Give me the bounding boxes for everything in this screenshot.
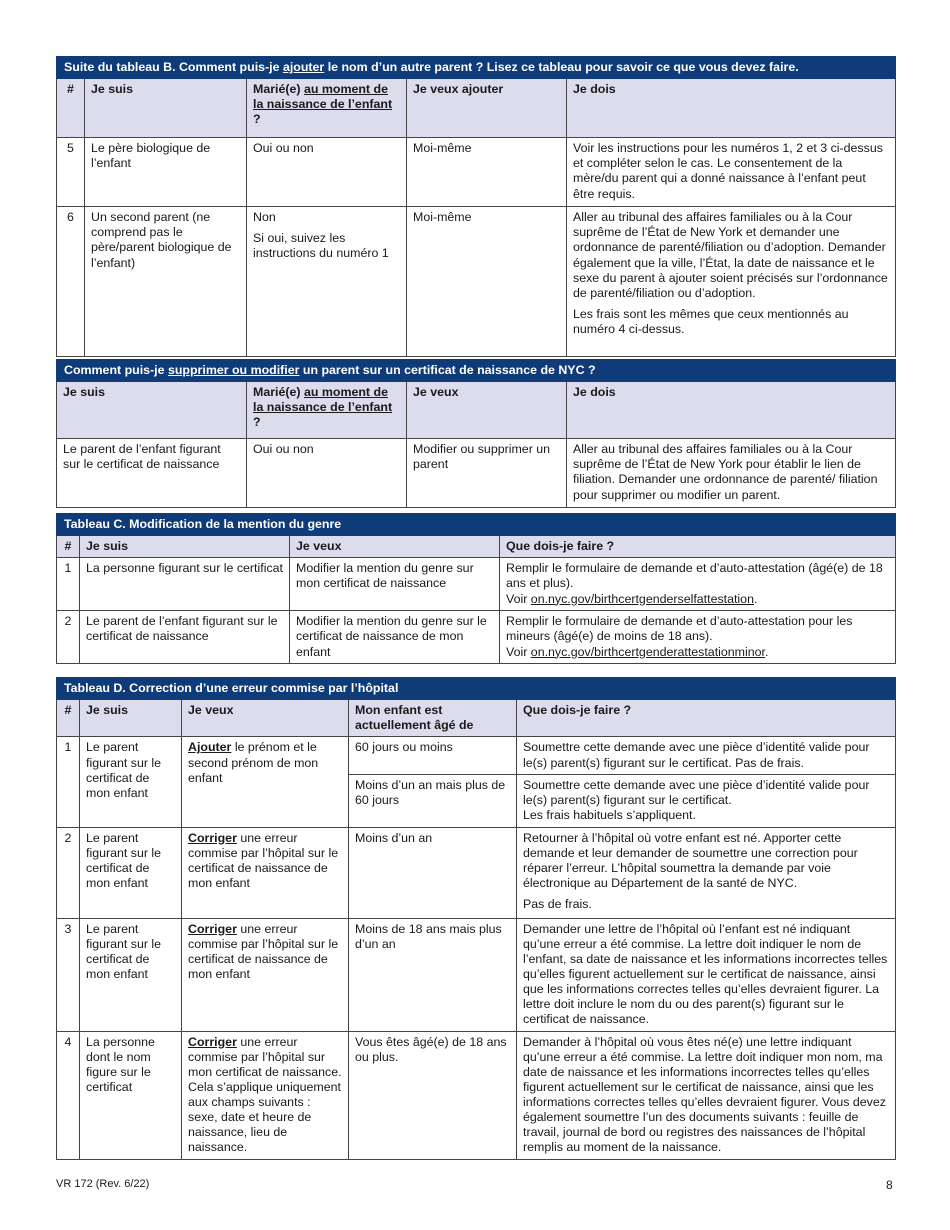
cell-que-faire-fees: Pas de frais. xyxy=(523,897,592,912)
cell-que-faire xyxy=(500,611,896,664)
cell-je-dois-text: Aller au tribunal des affaires familiales ou à la Cour suprême de l’État de New York et demander une ordonnance de parenté/filiation ou d’adoption. Demander également que la ville, l’État, la date de naissance et le sexe du parent à ajouter soient précisés sur l’ordonnance de parenté/filiation ou d’adoption. xyxy=(573,210,888,300)
cell-age: Moins d’un an xyxy=(349,827,517,918)
column-header-je-veux: Je veux xyxy=(407,382,567,439)
column-header-je-suis: Je suis xyxy=(57,382,247,439)
cell-que-faire-fees: Les frais habituels s’appliquent. xyxy=(523,807,696,822)
table-header-row xyxy=(57,79,896,138)
row-number: 1 xyxy=(57,737,80,827)
column-header-age: Mon enfant est actuellement âgé de xyxy=(349,700,517,737)
cell-je-suis: La personne figurant sur le certificat xyxy=(80,558,290,611)
table-row xyxy=(57,611,896,664)
table-header-row xyxy=(57,382,896,439)
cell-que-faire-text: Remplir le formulaire de demande et d’auto-attestation (âgé(e) de 18 ans et plus). xyxy=(506,561,883,591)
remove-modify-title: Comment puis-je supprimer ou modifier un parent sur un certificat de naissance de NYC ? xyxy=(57,360,896,382)
form-number: VR 172 (Rev. 6/22) xyxy=(56,1178,150,1190)
cell-age: Vous êtes âgé(e) de 18 ans ou plus. xyxy=(349,1031,517,1159)
cell-link-line: Voir on.nyc.gov/birthcertgenderattestationminor. xyxy=(506,644,769,659)
row-number: 2 xyxy=(57,611,80,664)
cell-je-veux: Modifier la mention du genre sur mon certificat de naissance xyxy=(290,558,500,611)
table-row xyxy=(57,737,896,774)
cell-je-veux: Corriger une erreur commise par l’hôpital sur le certificat de naissance de mon enfant xyxy=(182,918,349,1031)
table-b-title: Suite du tableau B. Comment puis-je ajouter le nom d’un autre parent ? Lisez ce tableau pour savoir ce que vous devez faire. xyxy=(57,57,896,79)
cell-je-dois: Aller au tribunal des affaires familiales ou à la Cour suprême de l’État de New York pour établir le lien de filiation. Demander une ordonnance de parenté/ filiation pour supprimer ou modifier un parent. xyxy=(567,439,896,508)
column-header-je-dois: Je dois xyxy=(567,79,896,138)
table-row xyxy=(57,207,896,357)
column-header-marie: Marié(e) au moment de la naissance de l’enfant ? xyxy=(247,382,407,439)
cell-je-dois: Voir les instructions pour les numéros 1, 2 et 3 ci-dessus et compléter selon le cas. Le consentement de la mère/du parent qui a donné naissance à l’enfant peut être requis. xyxy=(567,138,896,207)
cell-que-faire xyxy=(517,774,896,827)
cell-je-suis: Le père biologique de l’enfant xyxy=(85,138,247,207)
cell-marie-text: Non xyxy=(253,210,276,225)
table-c-gender xyxy=(56,513,896,664)
cell-marie xyxy=(247,207,407,357)
table-header-row xyxy=(57,536,896,558)
table-row xyxy=(57,918,896,1031)
cell-je-suis: Le parent de l’enfant figurant sur le certificat de naissance xyxy=(57,439,247,508)
column-header-je-dois: Je dois xyxy=(567,382,896,439)
table-remove-modify-parent xyxy=(56,359,896,508)
table-d-hospital-error xyxy=(56,677,896,1160)
row-number: 2 xyxy=(57,827,80,918)
cell-je-veux: Ajouter le prénom et le second prénom de mon enfant xyxy=(182,737,349,827)
cell-je-dois xyxy=(567,207,896,357)
column-header-number: # xyxy=(57,79,85,138)
column-header-je-veux: Je veux xyxy=(290,536,500,558)
cell-je-suis: Le parent figurant sur le certificat de mon enfant xyxy=(80,827,182,918)
row-number: 6 xyxy=(57,207,85,357)
cell-je-dois-fees: Les frais sont les mêmes que ceux mentionnés au numéro 4 ci-dessus. xyxy=(573,306,849,336)
self-attestation-link[interactable]: on.nyc.gov/birthcertgenderselfattestation xyxy=(530,591,754,606)
cell-je-suis: Le parent figurant sur le certificat de mon enfant xyxy=(80,918,182,1031)
cell-je-veux-ajouter: Moi-même xyxy=(407,138,567,207)
cell-que-faire xyxy=(500,558,896,611)
column-header-number: # xyxy=(57,700,80,737)
cell-que-faire: Demander à l’hôpital où vous êtes né(e) une lettre indiquant qu’une erreur a été commise. La lettre doit indiquer mon nom, ma date de naissance et les informations incorrectes telles qu’elles figurent actuellement sur le certificat de naissance, ainsi que les informations correctes telles qu’elles devraient figurer. Vous devez également soumettre l’un des documents suivants : feuille de travail, journal de bord ou registres des naissances de l’hôpital remplis au moment de la naissance. xyxy=(517,1031,896,1159)
cell-je-suis: Un second parent (ne comprend pas le père/parent biologique de l’enfant) xyxy=(85,207,247,357)
cell-je-veux-ajouter: Moi-même xyxy=(407,207,567,357)
column-header-marie: Marié(e) au moment de la naissance de l’enfant ? xyxy=(247,79,407,138)
row-number: 1 xyxy=(57,558,80,611)
cell-marie: Oui ou non xyxy=(247,138,407,207)
row-number: 4 xyxy=(57,1031,80,1159)
cell-que-faire: Soumettre cette demande avec une pièce d’identité valide pour le(s) parent(s) figurant sur le certificat. Pas de frais. xyxy=(517,737,896,774)
column-header-que-faire: Que dois-je faire ? xyxy=(500,536,896,558)
column-header-que-faire: Que dois-je faire ? xyxy=(517,700,896,737)
table-row xyxy=(57,439,896,508)
table-b-continued xyxy=(56,56,896,357)
column-header-je-veux: Je veux xyxy=(182,700,349,737)
cell-je-veux: Modifier la mention du genre sur le certificat de naissance de mon enfant xyxy=(290,611,500,664)
cell-que-faire-text: Remplir le formulaire de demande et d’auto-attestation pour les mineurs (âgé(e) de moins de 18 ans). xyxy=(506,614,853,644)
table-row xyxy=(57,1031,896,1159)
minor-attestation-link[interactable]: on.nyc.gov/birthcertgenderattestationminor xyxy=(530,644,765,659)
cell-que-faire-text: Retourner à l’hôpital où votre enfant est né. Apporter cette demande et leur demander de soumettre une correction pour réparer l’erreur. L’hôpital soumettra la demande par voie électronique au Département de la santé de NYC. xyxy=(523,830,858,890)
row-number: 5 xyxy=(57,138,85,207)
cell-age: 60 jours ou moins xyxy=(349,737,517,774)
cell-je-suis: La personne dont le nom figure sur le certificat xyxy=(80,1031,182,1159)
cell-je-veux: Corriger une erreur commise par l’hôpital sur le certificat de naissance de mon enfant xyxy=(182,827,349,918)
row-number: 3 xyxy=(57,918,80,1031)
cell-que-faire-text: Soumettre cette demande avec une pièce d’identité valide pour le(s) parent(s) figurant sur le certificat. xyxy=(523,777,870,807)
cell-je-suis: Le parent figurant sur le certificat de mon enfant xyxy=(80,737,182,827)
table-row xyxy=(57,827,896,918)
cell-que-faire xyxy=(517,827,896,918)
column-header-je-suis: Je suis xyxy=(80,536,290,558)
column-header-je-suis: Je suis xyxy=(85,79,247,138)
cell-marie-note: Si oui, suivez les instructions du numéro 1 xyxy=(253,231,389,261)
cell-link-line: Voir on.nyc.gov/birthcertgenderselfattestation. xyxy=(506,591,758,606)
table-row xyxy=(57,138,896,207)
cell-age: Moins de 18 ans mais plus d’un an xyxy=(349,918,517,1031)
cell-age: Moins d’un an mais plus de 60 jours xyxy=(349,774,517,827)
cell-marie: Oui ou non xyxy=(247,439,407,508)
column-header-number: # xyxy=(57,536,80,558)
table-row xyxy=(57,558,896,611)
table-d-title: Tableau D. Correction d’une erreur commise par l’hôpital xyxy=(57,678,896,700)
page-number: 8 xyxy=(886,1178,893,1192)
cell-je-veux: Modifier ou supprimer un parent xyxy=(407,439,567,508)
cell-je-suis: Le parent de l’enfant figurant sur le certificat de naissance xyxy=(80,611,290,664)
table-header-row xyxy=(57,700,896,737)
cell-je-veux: Corriger une erreur commise par l’hôpital sur mon certificat de naissance. Cela s’applique uniquement aux champs suivants : sexe, date et heure de naissance, lieu de naissance. xyxy=(182,1031,349,1159)
table-c-title: Tableau C. Modification de la mention du genre xyxy=(57,514,896,536)
cell-que-faire: Demander une lettre de l’hôpital où l’enfant est né indiquant qu’une erreur a été commise. La lettre doit indiquer le nom de l’enfant, sa date de naissance et les informations incorrectes telles qu’elles figurent actuellement sur le certificat de naissance, ainsi que les informations correctes telles qu’elles devraient figurer. La lettre doit inclure le nom du ou des parent(s) figurant sur le certificat de naissance. xyxy=(517,918,896,1031)
column-header-je-suis: Je suis xyxy=(80,700,182,737)
column-header-je-veux-ajouter: Je veux ajouter xyxy=(407,79,567,138)
